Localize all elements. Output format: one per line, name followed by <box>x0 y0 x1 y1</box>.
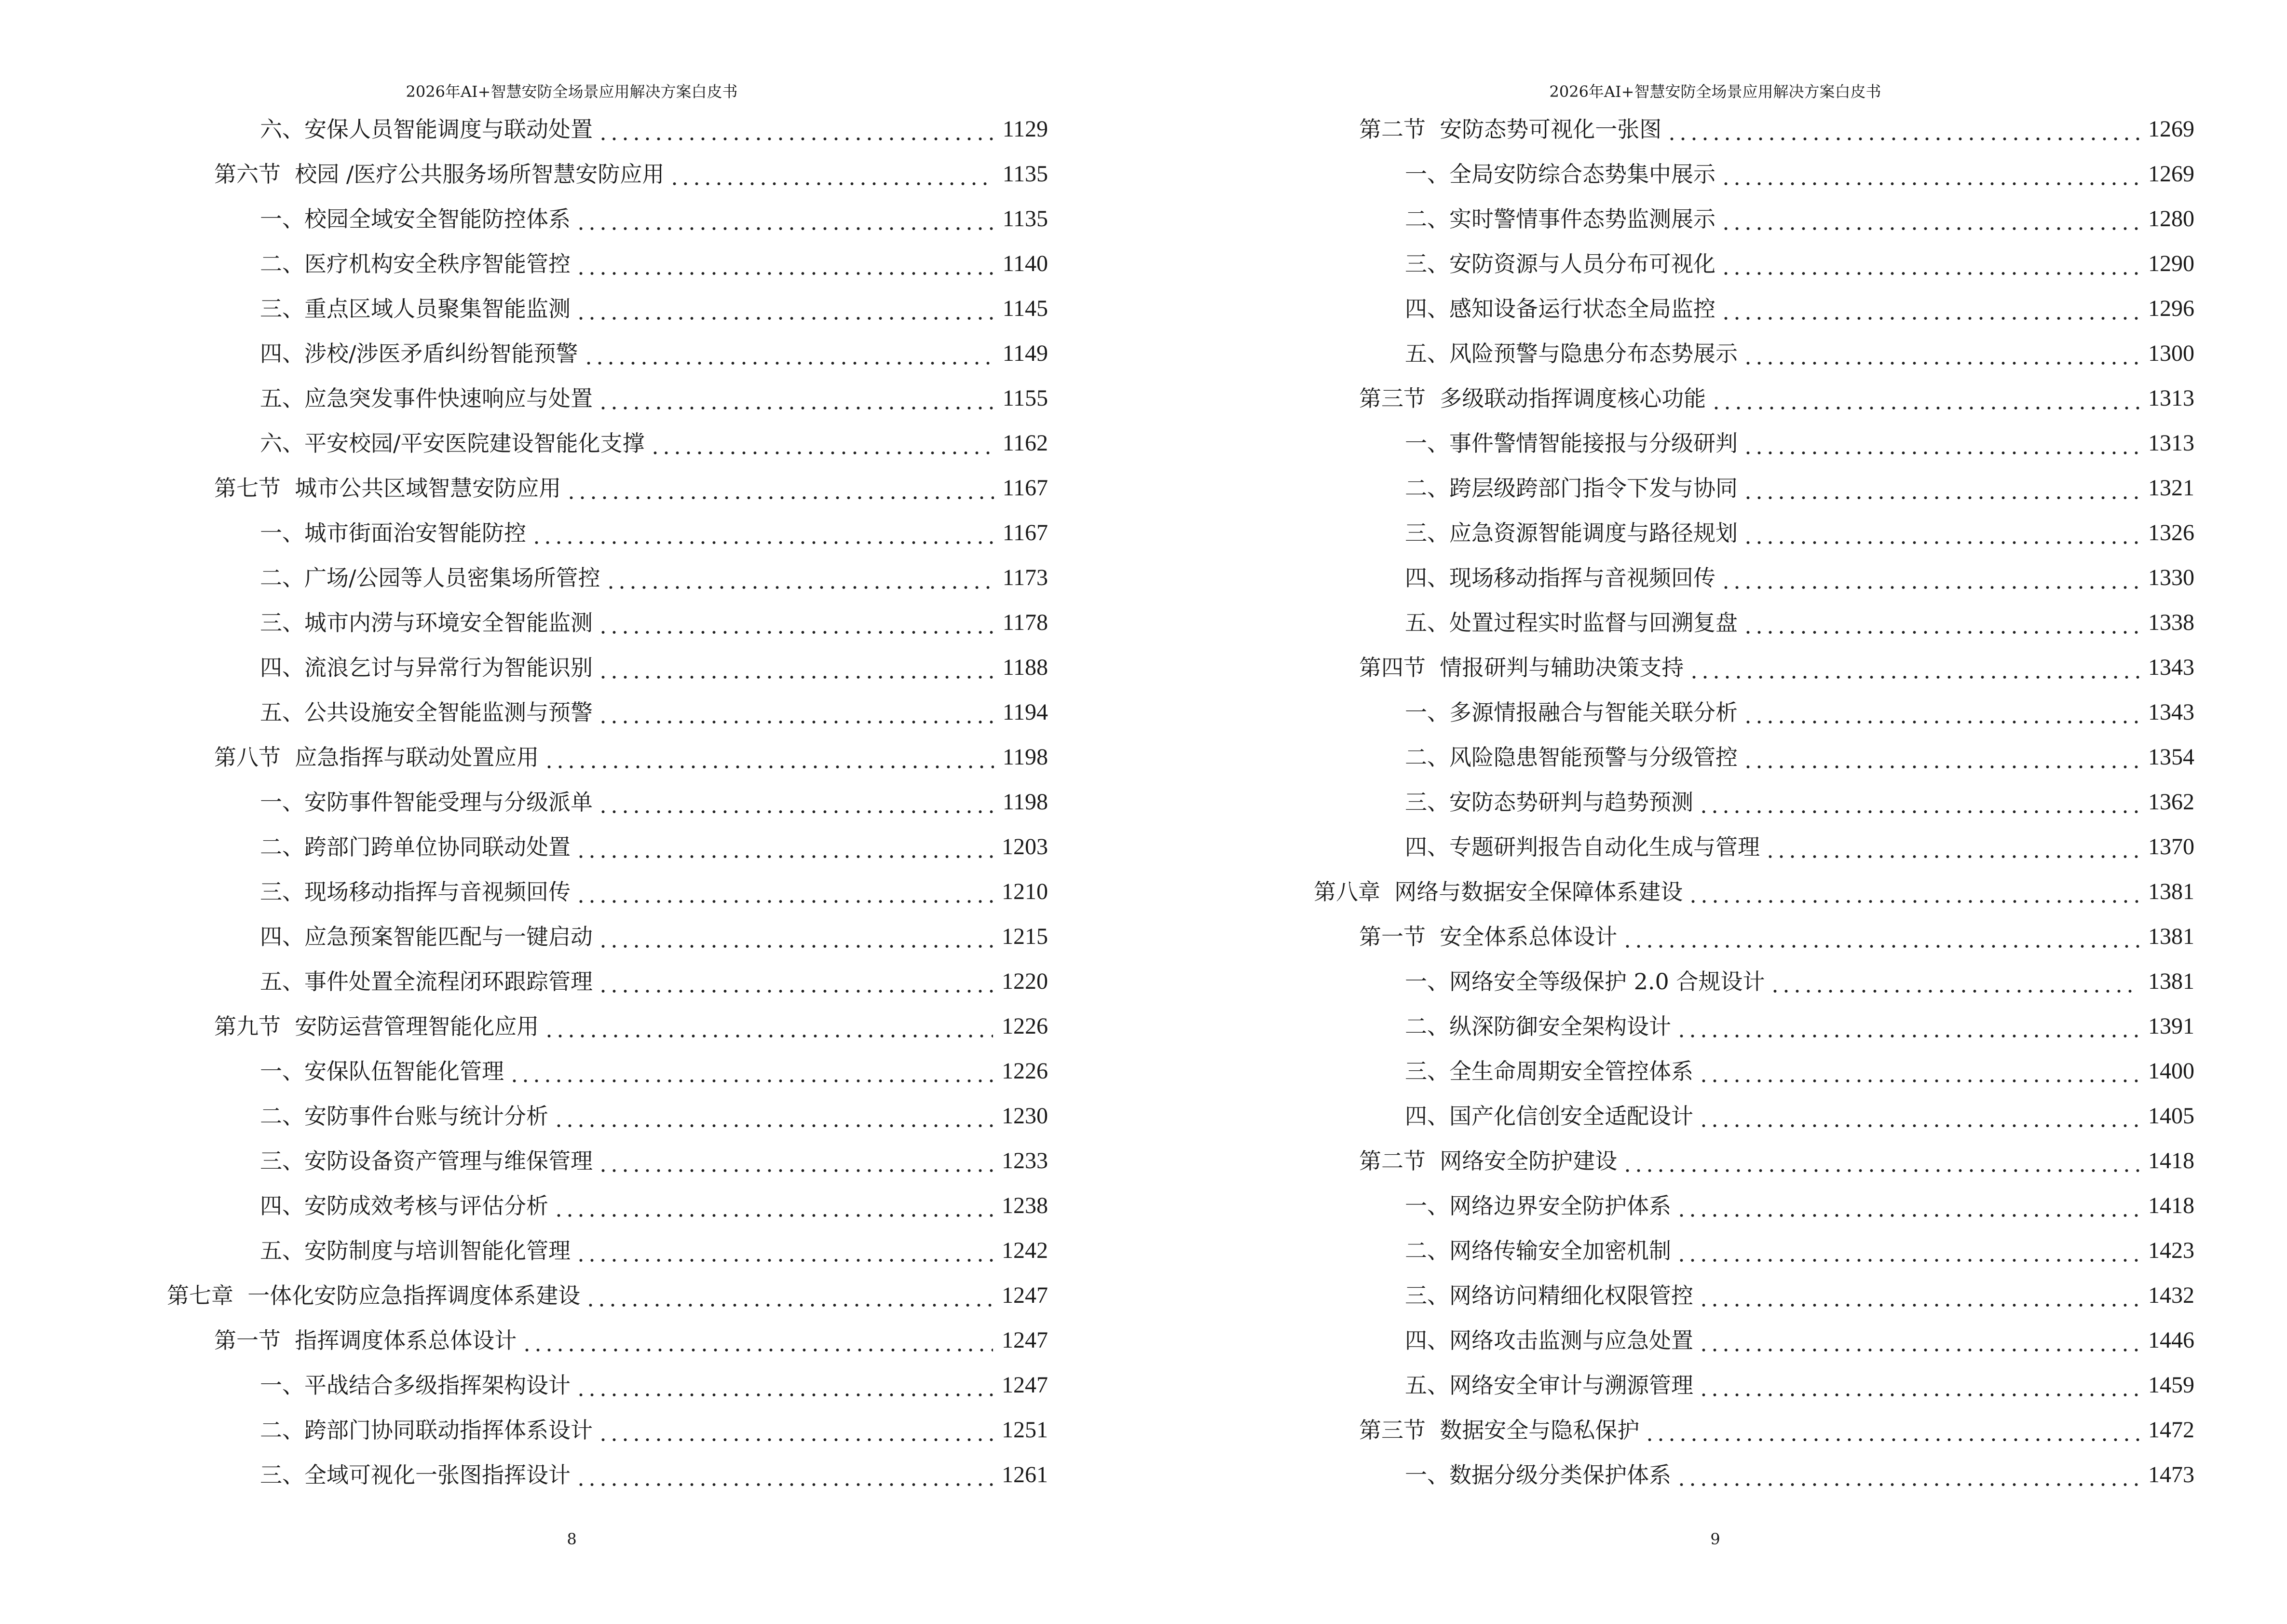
dot-leader <box>1698 788 2139 817</box>
dot-leader <box>1666 115 2139 144</box>
toc-entry-page: 1194 <box>1002 699 1048 725</box>
toc-entry-page: 1238 <box>1002 1193 1048 1218</box>
page-number: 8 <box>567 1530 577 1548</box>
toc-entry-page: 1400 <box>2148 1058 2194 1084</box>
dot-leader <box>1742 429 2139 458</box>
dot-leader <box>605 563 994 592</box>
toc-item-entry[interactable] <box>1405 339 2194 368</box>
toc-entry-title: 第一节 安全体系总体设计 <box>1359 924 1618 950</box>
toc-item-entry[interactable] <box>1405 1460 2194 1489</box>
toc-entry-page: 1381 <box>2148 924 2194 949</box>
toc-entry-page: 1167 <box>1002 475 1048 501</box>
page-number: 9 <box>1710 1530 1720 1548</box>
dot-leader <box>585 1281 993 1310</box>
toc-entry-title: 三、安防态势研判与趋势预测 <box>1405 789 1693 815</box>
toc-item-entry[interactable] <box>1405 563 2194 592</box>
dot-leader <box>1720 160 2139 189</box>
toc-entry-title: 二、广场/公园等人员密集场所管控 <box>260 565 600 591</box>
toc-item-entry[interactable] <box>260 519 1048 547</box>
toc-entry-page: 1251 <box>1002 1417 1048 1443</box>
toc-entry-title: 第八章 网络与数据安全保障体系建设 <box>1314 879 1683 905</box>
dot-leader <box>598 653 994 682</box>
toc-entry-title: 四、涉校/涉医矛盾纠纷智能预警 <box>260 341 578 367</box>
dot-leader <box>575 205 994 233</box>
toc-entry-page: 1381 <box>2148 879 2194 904</box>
toc-item-entry[interactable] <box>1405 1326 2194 1355</box>
dot-leader <box>1688 653 2139 682</box>
toc-entry-page: 1198 <box>1002 789 1048 815</box>
dot-leader <box>598 384 994 413</box>
toc-entry-page: 1247 <box>1002 1372 1048 1398</box>
toc-entry-page: 1135 <box>1002 161 1048 187</box>
running-header: 2026年AI+智慧安防全场景应用解决方案白皮书 <box>406 82 738 101</box>
toc-item-entry[interactable] <box>1405 743 2194 772</box>
toc-entry-title: 三、安防设备资产管理与维保管理 <box>260 1148 593 1174</box>
toc-item-entry[interactable] <box>260 1236 1048 1265</box>
toc-item-entry[interactable] <box>260 1191 1048 1220</box>
dot-leader <box>598 1146 993 1175</box>
dot-leader <box>1698 1102 2139 1131</box>
toc-chapter-entry[interactable] <box>1314 877 2194 906</box>
dot-leader <box>1742 608 2139 637</box>
toc-entry-title: 第八节 应急指挥与联动处置应用 <box>214 744 539 770</box>
toc-entry-page: 1418 <box>2148 1193 2194 1218</box>
toc-entry-page: 1233 <box>1002 1148 1048 1174</box>
toc-entry-title: 一、安防事件智能受理与分级派单 <box>260 789 593 815</box>
toc-entry-page: 1226 <box>1002 1013 1048 1039</box>
toc-entry-title: 一、城市街面治安智能防控 <box>260 520 526 546</box>
toc-entry-page: 1473 <box>2148 1462 2194 1488</box>
dot-leader <box>575 1236 993 1265</box>
toc-entry-page: 1242 <box>1002 1238 1048 1263</box>
dot-leader <box>1720 294 2139 323</box>
toc-entry-page: 1261 <box>1002 1462 1048 1488</box>
dot-leader <box>598 698 994 727</box>
toc-item-entry[interactable] <box>1405 1281 2194 1310</box>
toc-entry-page: 1269 <box>2148 116 2194 142</box>
toc-entry-page: 1149 <box>1002 341 1048 366</box>
toc-item-entry[interactable] <box>260 788 1048 817</box>
toc-item-entry[interactable] <box>260 1102 1048 1131</box>
toc-entry-page: 1215 <box>1002 924 1048 949</box>
toc-item-entry[interactable] <box>260 967 1048 996</box>
toc-item-entry[interactable] <box>260 249 1048 278</box>
toc-item-entry[interactable] <box>260 832 1048 861</box>
toc-item-entry[interactable] <box>260 653 1048 682</box>
toc-section-entry[interactable] <box>214 474 1048 503</box>
dot-leader <box>1742 339 2139 368</box>
toc-entry-title: 一、事件警情智能接报与分级研判 <box>1405 430 1738 456</box>
toc-entry-title: 六、平安校园/平安医院建设智能化支撑 <box>260 430 645 456</box>
toc-entry-page: 1247 <box>1002 1327 1048 1353</box>
toc-entry-title: 二、安防事件台账与统计分析 <box>260 1103 548 1129</box>
toc-item-entry[interactable] <box>260 877 1048 906</box>
toc-entry-title: 二、风险隐患智能预警与分级管控 <box>1405 744 1738 770</box>
dot-leader <box>575 877 993 906</box>
toc-item-entry[interactable] <box>260 1371 1048 1400</box>
toc-item-entry[interactable] <box>1405 249 2194 278</box>
dot-leader <box>544 1012 993 1041</box>
dot-leader <box>553 1102 993 1131</box>
toc-item-entry[interactable] <box>260 1416 1048 1445</box>
toc-entry-title: 四、现场移动指挥与音视频回传 <box>1405 565 1715 591</box>
toc-entry-page: 1405 <box>2148 1103 2194 1129</box>
toc-entry-title: 第三节 多级联动指挥调度核心功能 <box>1359 385 1706 411</box>
dot-leader <box>544 743 994 772</box>
toc-section-entry[interactable] <box>1359 1416 2194 1445</box>
dot-leader <box>575 249 994 278</box>
toc-entry-title: 第二节 安防态势可视化一张图 <box>1359 116 1662 142</box>
dot-leader <box>583 339 994 368</box>
dot-leader <box>598 115 994 144</box>
toc-section-entry[interactable] <box>214 743 1048 772</box>
toc-entry-page: 1313 <box>2148 385 2194 411</box>
dot-leader <box>598 922 993 951</box>
toc-entry-title: 四、安防成效考核与评估分析 <box>260 1193 548 1219</box>
toc-item-entry[interactable] <box>1405 608 2194 637</box>
dot-leader <box>521 1326 993 1355</box>
toc-item-entry[interactable] <box>1405 474 2194 503</box>
toc-item-entry[interactable] <box>1405 832 2194 861</box>
toc-entry-page: 1391 <box>2148 1013 2194 1039</box>
toc-list <box>1144 0 2287 1624</box>
toc-entry-page: 1343 <box>2148 699 2194 725</box>
toc-entry-title: 二、实时警情事件态势监测展示 <box>1405 206 1715 232</box>
toc-item-entry[interactable] <box>260 1057 1048 1086</box>
dot-leader <box>598 788 994 817</box>
dot-leader <box>1711 384 2139 413</box>
dot-leader <box>1742 474 2139 503</box>
toc-entry-title: 一、网络安全等级保护 2.0 合规设计 <box>1405 969 1765 995</box>
dot-leader <box>575 294 994 323</box>
toc-item-entry[interactable] <box>260 608 1048 637</box>
dot-leader <box>1720 563 2139 592</box>
toc-entry-title: 第四节 情报研判与辅助决策支持 <box>1359 655 1684 681</box>
toc-entry-page: 1198 <box>1002 744 1048 770</box>
dot-leader <box>509 1057 993 1086</box>
toc-entry-page: 1370 <box>2148 834 2194 860</box>
toc-entry-page: 1362 <box>2148 789 2194 815</box>
toc-entry-title: 六、安保人员智能调度与联动处置 <box>260 116 593 142</box>
toc-entry-title: 三、重点区域人员聚集智能监测 <box>260 296 571 322</box>
toc-page-right <box>1144 0 2287 1624</box>
toc-item-entry[interactable] <box>260 205 1048 233</box>
toc-entry-page: 1296 <box>2148 296 2194 321</box>
toc-entry-title: 三、全生命周期安全管控体系 <box>1405 1058 1693 1084</box>
dot-leader <box>598 608 994 637</box>
dot-leader <box>553 1191 993 1220</box>
toc-item-entry[interactable] <box>260 1146 1048 1175</box>
toc-entry-page: 1313 <box>2148 430 2194 456</box>
dot-leader <box>1720 249 2139 278</box>
toc-item-entry[interactable] <box>1405 1012 2194 1041</box>
toc-item-entry[interactable] <box>260 339 1048 368</box>
toc-entry-page: 1162 <box>1002 430 1048 456</box>
dot-leader <box>1720 205 2139 233</box>
toc-item-entry[interactable] <box>260 429 1048 458</box>
dot-leader <box>598 967 993 996</box>
toc-entry-page: 1459 <box>2148 1372 2194 1398</box>
dot-leader <box>1676 1012 2139 1041</box>
toc-entry-title: 五、处置过程实时监督与回溯复盘 <box>1405 610 1738 636</box>
toc-entry-title: 三、网络访问精细化权限管控 <box>1405 1283 1693 1309</box>
toc-entry-title: 五、事件处置全流程闭环跟踪管理 <box>260 969 593 995</box>
toc-entry-title: 五、风险预警与隐患分布态势展示 <box>1405 341 1738 367</box>
toc-entry-page: 1321 <box>2148 475 2194 501</box>
toc-entry-page: 1326 <box>2148 520 2194 546</box>
toc-entry-page: 1423 <box>2148 1238 2194 1263</box>
dot-leader <box>1698 1281 2139 1310</box>
toc-item-entry[interactable] <box>260 698 1048 727</box>
toc-entry-title: 一、网络边界安全防护体系 <box>1405 1193 1671 1219</box>
toc-entry-title: 二、医疗机构安全秩序智能管控 <box>260 251 571 277</box>
toc-entry-page: 1145 <box>1002 296 1048 321</box>
toc-entry-page: 1178 <box>1002 610 1048 635</box>
dot-leader <box>1644 1416 2139 1445</box>
toc-entry-page: 1338 <box>2148 610 2194 635</box>
toc-item-entry[interactable] <box>1405 294 2194 323</box>
toc-entry-title: 三、应急资源智能调度与路径规划 <box>1405 520 1738 546</box>
toc-entry-title: 一、数据分级分类保护体系 <box>1405 1462 1671 1488</box>
toc-entry-page: 1472 <box>2148 1417 2194 1443</box>
dot-leader <box>1698 1371 2139 1400</box>
toc-section-entry[interactable] <box>1359 384 2194 413</box>
toc-entry-title: 第二节 网络安全防护建设 <box>1359 1148 1618 1174</box>
dot-leader <box>531 519 994 547</box>
toc-entry-title: 第六节 校园 /医疗公共服务场所智慧安防应用 <box>214 161 665 187</box>
toc-entry-title: 二、跨部门协同联动指挥体系设计 <box>260 1417 593 1443</box>
toc-item-entry[interactable] <box>1405 519 2194 547</box>
dot-leader <box>1676 1236 2139 1265</box>
toc-entry-title: 第三节 数据安全与隐私保护 <box>1359 1417 1640 1443</box>
toc-chapter-entry[interactable] <box>167 1281 1048 1310</box>
toc-entry-title: 四、网络攻击监测与应急处置 <box>1405 1327 1693 1353</box>
toc-entry-page: 1220 <box>1002 969 1048 994</box>
toc-item-entry[interactable] <box>260 922 1048 951</box>
toc-entry-title: 五、安防制度与培训智能化管理 <box>260 1238 571 1264</box>
toc-item-entry[interactable] <box>1405 967 2194 996</box>
toc-entry-page: 1247 <box>1002 1283 1048 1308</box>
toc-item-entry[interactable] <box>1405 1236 2194 1265</box>
toc-entry-title: 三、现场移动指挥与音视频回传 <box>260 879 571 905</box>
toc-entry-title: 三、城市内涝与环境安全智能监测 <box>260 610 593 636</box>
toc-entry-title: 三、全域可视化一张图指挥设计 <box>260 1462 571 1488</box>
dot-leader <box>575 832 993 861</box>
dot-leader <box>575 1460 993 1489</box>
toc-entry-page: 1354 <box>2148 744 2194 770</box>
toc-section-entry[interactable] <box>1359 653 2194 682</box>
toc-entry-title: 四、专题研判报告自动化生成与管理 <box>1405 834 1760 860</box>
toc-item-entry[interactable] <box>1405 160 2194 189</box>
toc-entry-title: 第九节 安防运营管理智能化应用 <box>214 1013 539 1039</box>
toc-entry-title: 第七章 一体化安防应急指挥调度体系建设 <box>167 1283 581 1309</box>
dot-leader <box>669 160 994 189</box>
toc-section-entry[interactable] <box>214 160 1048 189</box>
dot-leader <box>1622 922 2139 951</box>
toc-entry-page: 1269 <box>2148 161 2194 187</box>
dot-leader <box>650 429 994 458</box>
toc-item-entry[interactable] <box>260 384 1048 413</box>
toc-entry-page: 1381 <box>2148 969 2194 994</box>
toc-entry-page: 1129 <box>1002 116 1048 142</box>
toc-entry-title: 四、流浪乞讨与异常行为智能识别 <box>260 655 593 681</box>
dot-leader <box>1765 832 2139 861</box>
toc-entry-page: 1226 <box>1002 1058 1048 1084</box>
toc-entry-page: 1418 <box>2148 1148 2194 1174</box>
toc-entry-title: 一、多源情报融合与智能关联分析 <box>1405 699 1738 725</box>
toc-item-entry[interactable] <box>1405 788 2194 817</box>
toc-entry-page: 1210 <box>1002 879 1048 904</box>
toc-item-entry[interactable] <box>260 115 1048 144</box>
toc-section-entry[interactable] <box>1359 1146 2194 1175</box>
toc-section-entry[interactable] <box>1359 922 2194 951</box>
toc-item-entry[interactable] <box>260 563 1048 592</box>
toc-entry-title: 二、网络传输安全加密机制 <box>1405 1238 1671 1264</box>
toc-entry-page: 1432 <box>2148 1283 2194 1308</box>
toc-entry-page: 1280 <box>2148 206 2194 232</box>
running-header: 2026年AI+智慧安防全场景应用解决方案白皮书 <box>1549 82 1881 101</box>
toc-item-entry[interactable] <box>260 1460 1048 1489</box>
toc-item-entry[interactable] <box>1405 1102 2194 1131</box>
dot-leader <box>566 474 994 503</box>
toc-entry-page: 1140 <box>1002 251 1048 276</box>
toc-item-entry[interactable] <box>1405 698 2194 727</box>
toc-entry-title: 三、安防资源与人员分布可视化 <box>1405 251 1715 277</box>
dot-leader <box>1770 967 2139 996</box>
toc-item-entry[interactable] <box>1405 1371 2194 1400</box>
toc-section-entry[interactable] <box>214 1012 1048 1041</box>
toc-entry-page: 1230 <box>1002 1103 1048 1129</box>
toc-entry-page: 1167 <box>1002 520 1048 546</box>
toc-entry-page: 1155 <box>1002 385 1048 411</box>
dot-leader <box>1676 1191 2139 1220</box>
toc-entry-page: 1135 <box>1002 206 1048 232</box>
toc-entry-title: 四、国产化信创安全适配设计 <box>1405 1103 1693 1129</box>
toc-entry-title: 一、全局安防综合态势集中展示 <box>1405 161 1715 187</box>
toc-entry-title: 五、公共设施安全智能监测与预警 <box>260 699 593 725</box>
dot-leader <box>1698 1326 2139 1355</box>
toc-entry-page: 1343 <box>2148 655 2194 680</box>
toc-entry-title: 二、跨部门跨单位协同联动处置 <box>260 834 571 860</box>
toc-entry-page: 1173 <box>1002 565 1048 590</box>
toc-section-entry[interactable] <box>214 1326 1048 1355</box>
toc-entry-title: 二、纵深防御安全架构设计 <box>1405 1013 1671 1039</box>
toc-entry-page: 1290 <box>2148 251 2194 276</box>
toc-entry-page: 1203 <box>1002 834 1048 860</box>
dot-leader <box>1676 1460 2139 1489</box>
toc-entry-page: 1300 <box>2148 341 2194 366</box>
toc-entry-title: 四、感知设备运行状态全局监控 <box>1405 296 1715 322</box>
toc-item-entry[interactable] <box>1405 1057 2194 1086</box>
toc-entry-title: 五、网络安全审计与溯源管理 <box>1405 1372 1693 1398</box>
toc-item-entry[interactable] <box>260 294 1048 323</box>
toc-entry-title: 一、校园全域安全智能防控体系 <box>260 206 571 232</box>
dot-leader <box>1742 743 2139 772</box>
toc-item-entry[interactable] <box>1405 1191 2194 1220</box>
toc-entry-title: 一、安保队伍智能化管理 <box>260 1058 504 1084</box>
dot-leader <box>1742 698 2139 727</box>
toc-entry-page: 1330 <box>2148 565 2194 590</box>
dot-leader <box>1698 1057 2139 1086</box>
toc-entry-page: 1446 <box>2148 1327 2194 1353</box>
toc-item-entry[interactable] <box>1405 429 2194 458</box>
toc-entry-title: 第七节 城市公共区域智慧安防应用 <box>214 475 561 501</box>
toc-entry-title: 一、平战结合多级指挥架构设计 <box>260 1372 571 1398</box>
dot-leader <box>1742 519 2139 547</box>
toc-entry-title: 五、应急突发事件快速响应与处置 <box>260 385 593 411</box>
toc-item-entry[interactable] <box>1405 205 2194 233</box>
dot-leader <box>575 1371 993 1400</box>
toc-entry-title: 四、应急预案智能匹配与一键启动 <box>260 924 593 950</box>
toc-entry-title: 二、跨层级跨部门指令下发与协同 <box>1405 475 1738 501</box>
toc-entry-page: 1188 <box>1002 655 1048 680</box>
toc-entry-title: 第一节 指挥调度体系总体设计 <box>214 1327 517 1353</box>
dot-leader <box>1688 877 2139 906</box>
dot-leader <box>598 1416 993 1445</box>
dot-leader <box>1622 1146 2139 1175</box>
toc-section-entry[interactable] <box>1359 115 2194 144</box>
